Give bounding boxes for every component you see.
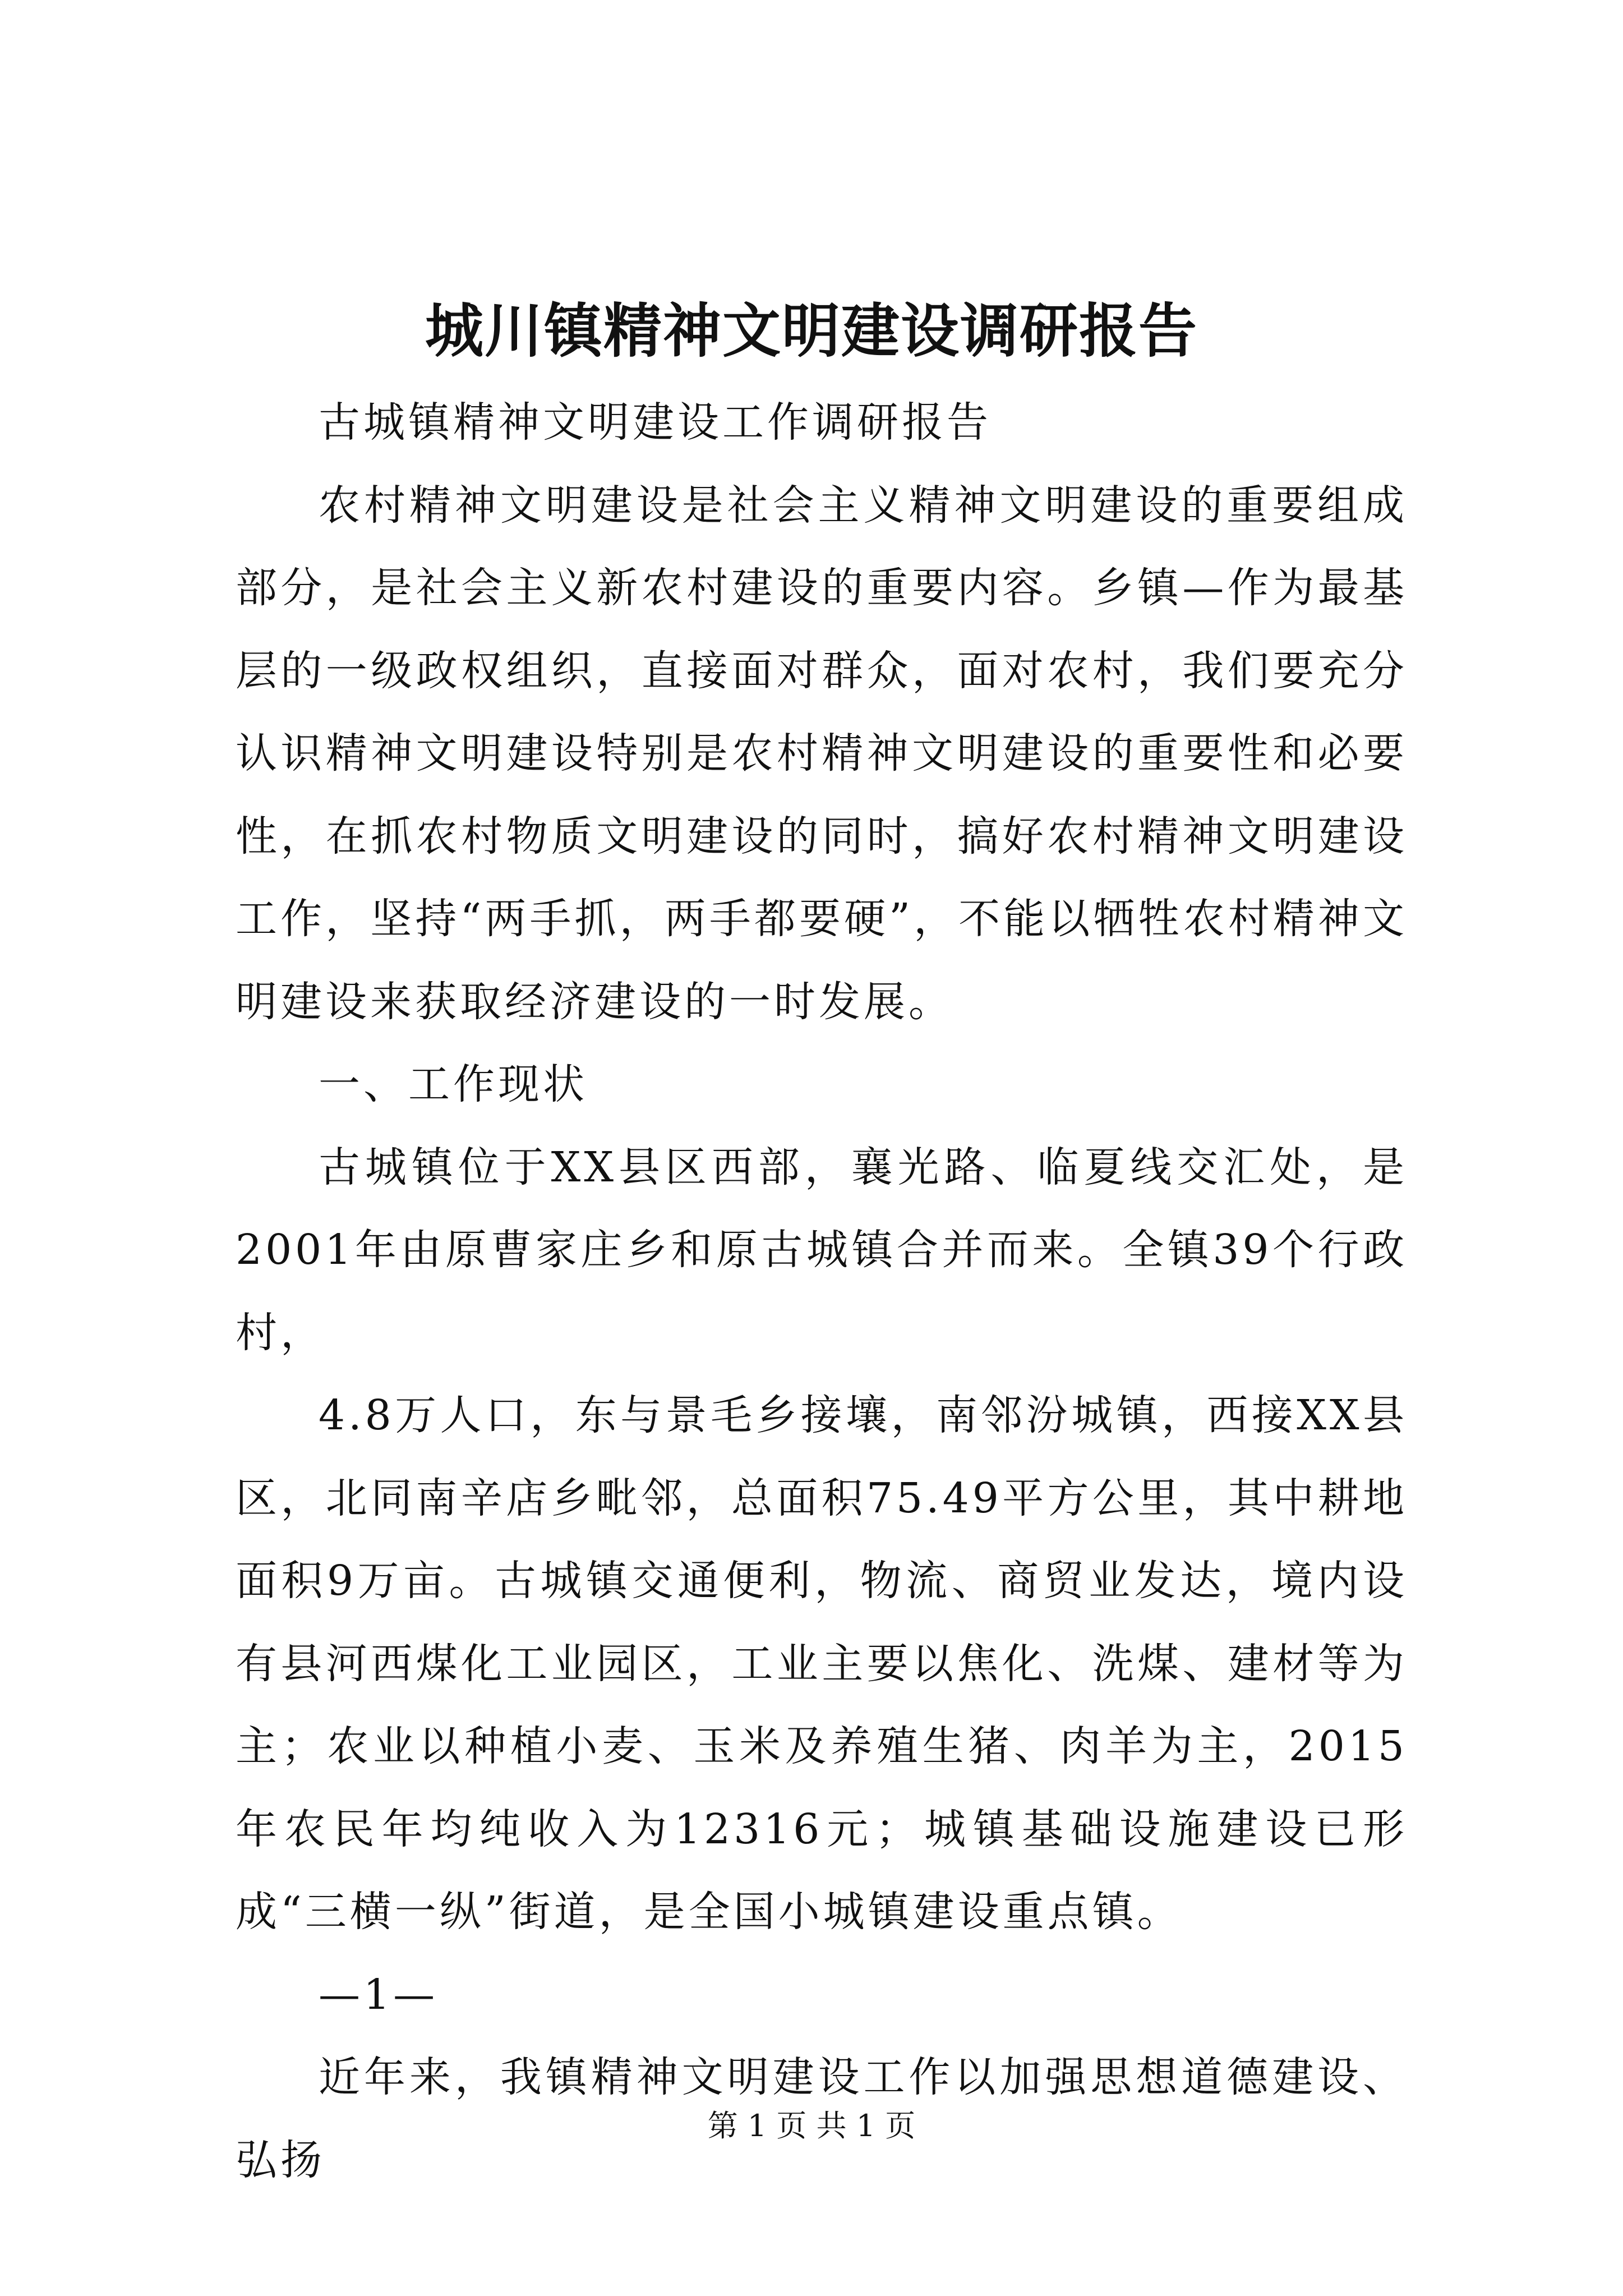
population-paragraph: 4.8万人口，东与景毛乡接壤，南邻汾城镇，西接XX县区，北同南辛店乡毗邻，总面积75.49平方公里，其中耕地面积9万亩。古城镇交通便利，物流、商贸业发达，境内设有县河西煤化工业园区，工业主要以焦化、洗煤、建材等为主；农业以种植小麦、玉米及养殖生猪、肉羊为主，2015年农民年均纯收入为12316元；城镇基础设施建设已形成“三横一纵”街道，是全国小城镇建设重点镇。: [236, 1391, 1408, 1936]
page-footer: 第 1 页 共 1 页: [707, 2108, 916, 2143]
intro-paragraph: 农村精神文明建设是社会主义精神文明建设的重要组成部分，是社会主义新农村建设的重要内容。乡镇—作为最基层的一级政权组织，直接面对群众，面对农村，我们要充分认识精神文明建设特别是农村精神文明建设的重要性和必要性，在抓农村物质文明建设的同时，搞好农村精神文明建设工作，坚持“两手抓，两手都要硬”，不能以牺牲农村精神文明建设来获取经济建设的一时发展。: [236, 481, 1408, 1026]
inline-page-number: —1—: [319, 1970, 439, 2019]
location-paragraph: 古城镇位于XX县区西部，襄光路、临夏线交汇处，是2001年由原曹家庄乡和原古城镇合并而来。全镇39个行政村，: [236, 1143, 1408, 1357]
section-heading: 一、工作现状: [319, 1060, 588, 1108]
closing-paragraph: 近年来，我镇精神文明建设工作以加强思想道德建设、弘扬: [236, 2053, 1408, 2184]
document-title: 城川镇精神文明建设调研报告: [425, 296, 1198, 365]
document-body: [236, 381, 1408, 2202]
subtitle-paragraph: 古城镇精神文明建设工作调研报告: [319, 398, 992, 447]
